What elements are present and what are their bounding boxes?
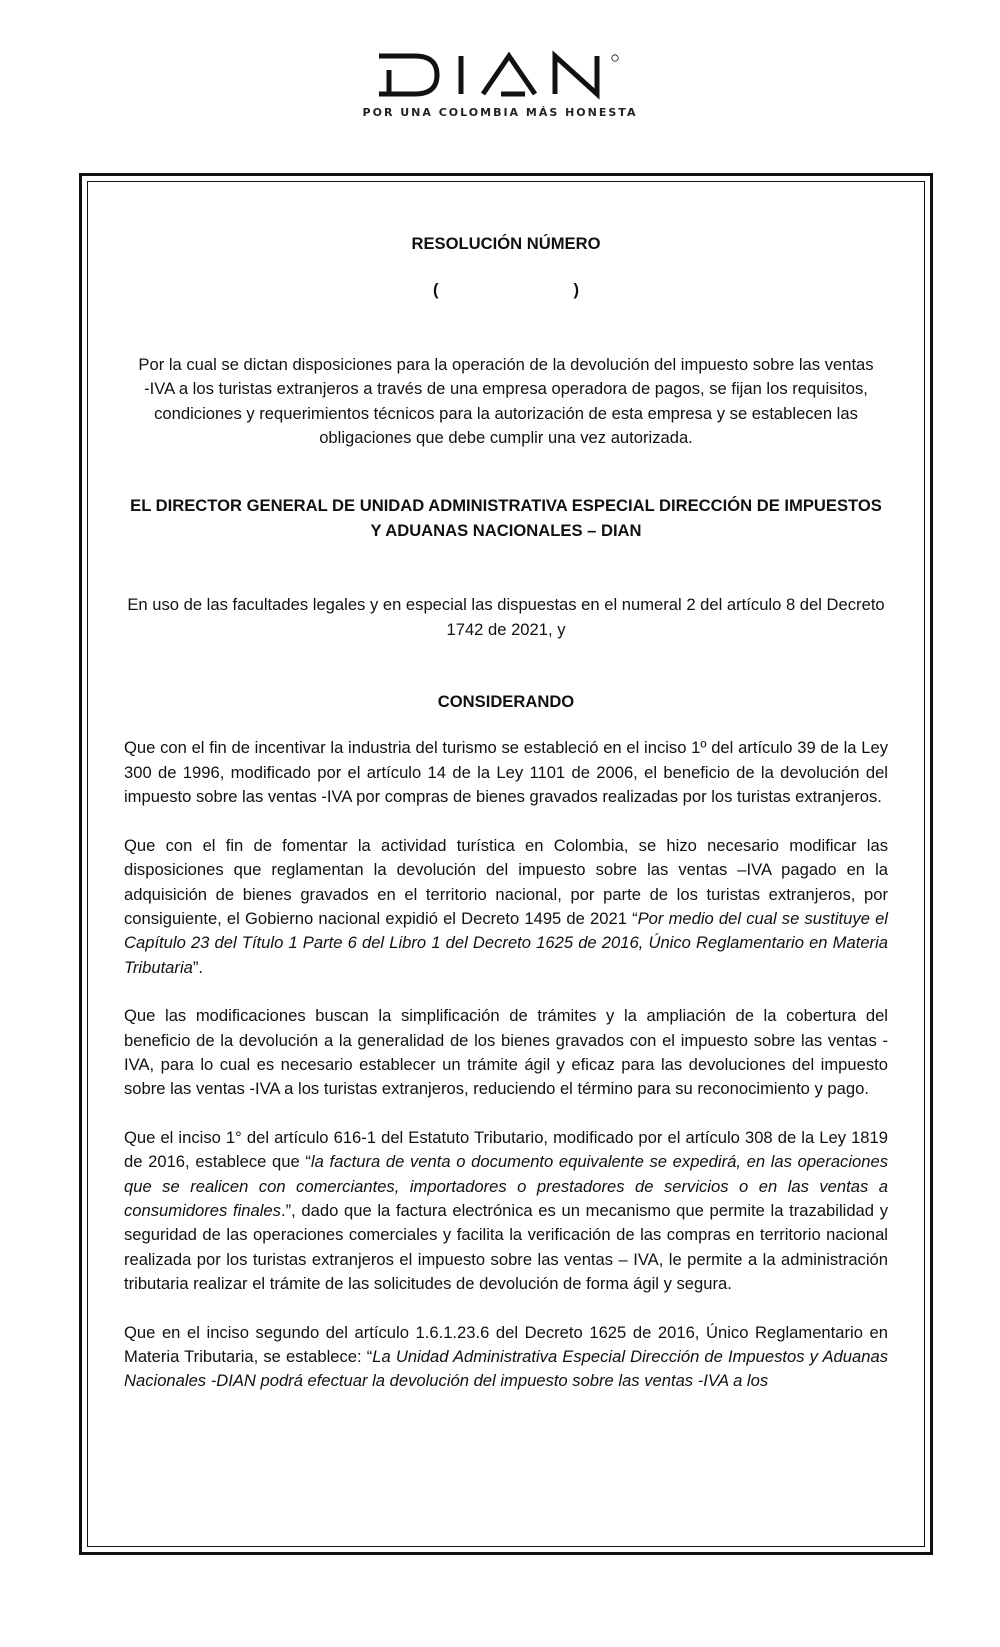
considerando-paragraph-4	[124, 1126, 888, 1297]
director-heading: EL DIRECTOR GENERAL DE UNIDAD ADMINISTRATIVA ESPECIAL DIRECCIÓN DE IMPUESTOS Y ADUANAS NACIONALES – DIAN	[130, 496, 882, 540]
logo-tagline: POR UNA COLOMBIA MÁS HONESTA	[362, 106, 638, 119]
document-inner-frame	[87, 181, 925, 1547]
paren-close: )	[573, 280, 580, 300]
facultades-paragraph: En uso de las facultades legales y en especial las dispuestas en el numeral 2 del artículo 8 del Decreto 1742 de 2021, y	[127, 595, 885, 639]
considerando-heading: CONSIDERANDO	[437, 692, 575, 712]
p4-text-a: Que el inciso 1° del artículo 616-1 del Estatuto Tributario, modificado por el artículo 308 de la Ley 1819 de 2016, establece que “	[124, 1127, 888, 1172]
resolution-title: RESOLUCIÓN NÚMERO	[411, 234, 601, 253]
dian-logo	[0, 50, 1000, 119]
p4-text-b: .”, dado que la factura electrónica es un mecanismo que permite la trazabilidad y seguridad de las operaciones comerciales y facilita la verificación de las compras en territorio nacional realizada por los turistas extranjeros el impuesto sobre las ventas – IVA, le permite a la administración tributaria realizar el trámite de las solicitudes de devolución de forma ágil y segura.	[124, 1200, 888, 1294]
considerando-paragraph-1: Que con el fin de incentivar la industria del turismo se estableció en el inciso 1º del artículo 39 de la Ley 300 de 1996, modificado por el artículo 14 de la Ley 1101 de 2006, el beneficio de la devolución del impuesto sobre las ventas -IVA por compras de bienes gravados realizadas por los turistas extranjeros.	[124, 738, 888, 807]
document-frame	[79, 173, 933, 1555]
p4-quote: la factura de venta o documento equivalente se expedirá, en las operaciones que se realicen con comerciantes, importadores o prestadores de servicios o en las ventas a consumidores finales	[124, 1152, 889, 1220]
p2-text-b: ”.	[192, 957, 203, 977]
resolution-number-placeholder	[124, 278, 888, 302]
considerando-paragraph-5	[124, 1321, 888, 1394]
p2-text-a: Que con el fin de fomentar la actividad turística en Colombia, se hizo necesario modificar las disposiciones que reglamentan la devolución del impuesto sobre las ventas –IVA pagado en la adquisición de bienes gravados en el territorio nacional, por parte de los turistas extranjeros, por consiguiente, el Gobierno nacional expidió el Decreto 1495 de 2021 “	[124, 835, 888, 928]
resolution-objeto: Por la cual se dictan disposiciones para la operación de la devolución del impuesto sobre las ventas -IVA a los turistas extranjeros a través de una empresa operadora de pagos, se fijan los requisitos, condiciones y requerimientos técnicos para la autorización de esta empresa y se establecen las obligaciones que debe cumplir una vez autorizada.	[138, 354, 874, 448]
paren-open: (	[432, 280, 439, 300]
p5-quote: La Unidad Administrativa Especial Dirección de Impuestos y Aduanas Nacionales -DIAN podrá efectuar la devolución del impuesto sobre las ventas -IVA a los	[124, 1347, 888, 1391]
considerando-paragraph-2	[124, 834, 888, 980]
considerando-paragraph-3: Que las modificaciones buscan la simplificación de trámites y la ampliación de la cobertura del beneficio de la devolución a la generalidad de los bienes gravados con el impuesto sobre las ventas -IVA, para lo cual es necesario establecer un trámite ágil y eficaz para las devoluciones del impuesto sobre las ventas -IVA a los turistas extranjeros, reduciendo el término para su reconocimiento y pago.	[124, 1006, 888, 1099]
document-content	[124, 232, 888, 1394]
p2-quote: Por medio del cual se sustituye el Capítulo 23 del Título 1 Parte 6 del Libro 1 del Decreto 1625 de 2016, Único Reglamentario en Materia Tributaria	[124, 908, 888, 977]
p5-text-a: Que en el inciso segundo del artículo 1.6.1.23.6 del Decreto 1625 de 2016, Único Reglamentario en Materia Tributaria, se establece: “	[124, 1322, 888, 1366]
dian-logo-icon	[375, 50, 625, 100]
